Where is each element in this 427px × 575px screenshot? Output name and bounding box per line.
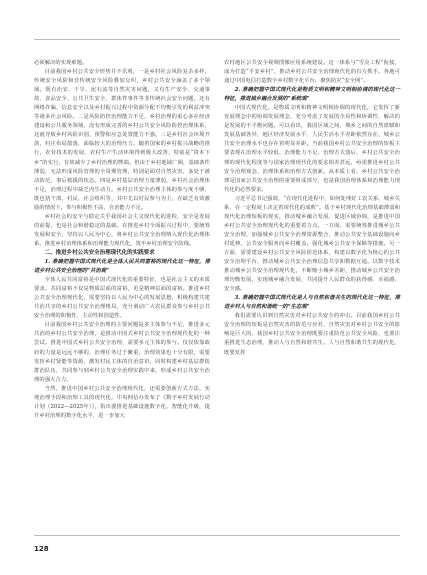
right-body-paragraph: 中国式现代化，是物质文明和精神文明相协调的现代化，它发挥了新发展理念中的协调发展理念，充分考虑了发展的全局性和协调性，解决的是发展的不平衡问题。可以看出，我国区域之间，城乡之间的自然禀赋和发展基础各异，地区经济发展水平、人民生活水平差距依然存在，城乡公共安全治理水平也存在着明显差距。当前我国乡村公共安全治理的短板主要表现在治理水平较低、治理能力不足、治理方式落后，乡村公共安全治理的现代化程度等与国家治理现代化的要求相差甚远，亟需推进乡村公共安全治理观念、治理体系和治理方式创新。从本质上看，乡村公共安全治理是国家公共安全治理的重要组成部分，也是我国治理体系和治理能力现代化的必然要求。 bbox=[224, 105, 400, 193]
footer-rule bbox=[34, 535, 400, 536]
left-body-paragraph: 全体人民共同富裕是中国式现代化的重要特征，也是社会主义的本质要求。共同富裕不仅是物质层面的富裕，更是精神层面的富裕。推进乡村公共安全治理现代化，需要坚持以人民为中心的发展思想，积极构建共建共治共享的乡村公共安全治理格局，充分调动广大农民群众参与乡村公共安全治理的积极性、主动性和创造性。 bbox=[34, 277, 210, 320]
left-body-paragraph: 必须解决的实现难题。 bbox=[34, 60, 88, 66]
left-section-heading: 二、推进乡村公共安全治理现代化的实践要求 bbox=[44, 249, 155, 256]
left-body-paragraph: 目前我国乡村公共安全治理的主要问题是多主体参与不足，推进多元共治的乡村公共安全治理，是推动中国式乡村公共安全治理现代化的一种尝试。推进中国式乡村公共安全治理，需要多元主体的参与。仅仅依靠政府的力量是远远不够的，治理任务过于繁重，治理效果也十分有限，需要发挥乡村贤能等资源，激发村民主体的自治意识，同时构建乡村基层群防群治队伍，共同参与到乡村公共安全治理实践中来，形成乡村公共安全治理的强大合力。 bbox=[34, 322, 210, 383]
left-subsection-heading: 1. 准确把握中国式现代化是全体人民共同富裕的现代化这一特征，推进乡村公共安全治理的“共治观” bbox=[34, 259, 210, 275]
left-body-paragraph: 目前我国乡村公共安全形势并不乐观，一是乡村社会风险复杂多样，传统安全风险和非传统安全风险叠加交织，乡村公共安全涵盖了多个领域，既有治安、干旱、泥石流等自然灾害问题，又有生产安全、交通事故、食品安全、公共卫生安全、群体性事件等非传统社会安全问题，还有网络诈骗、信息安全以及乡村振兴过程中资源分配不均衡引发的利益冲突等诸多社会风险。二是风险防控治理能力不足，乡村治理的重心多在经济建设和公共服务领域，没有形成完善的乡村公共安全风险防控治理体系，这就导致乡村风险识别、预警和应急处置能力不强。三是乡村社会环境开放，村庄布局散落，面临较大的治理压力。随着国家的乡村振兴战略的推行，农业技术的发展，农村生产生活环境得到极大改善，特别是“资本下乡”的实行，有效减少了乡村治理的弊端。但由于乡村地域广阔，基础条件薄弱，无法形成风险管理的全周期管理，特别是面对自然灾害，多处于被动防范，事后救援的状态。四是乡村基层治理力量薄弱，乡村社会治理体不足，治理过程中缺乏内生动力。乡村公共安全治理主体的参与度不够，既包括干部、村民、社会组织等，其中尤以村民参与为主，在缺乏有效激励的情况下，参与积极性不高，自治能力不足。 bbox=[34, 69, 210, 211]
left-body-paragraph: 当然，推进中国乡村公共安全治理现代化，还需要创新方式方法，实现治理手段和治理工具的现代化。中央网信办发布了《数字乡村发展行动计划（2022—2025年）》，指出要推进基础设施数字化、智能化升级，提升乡村治理的数字化水平，进一步加大 bbox=[34, 385, 210, 419]
right-body-paragraph: 我们需要认识到自然灾害对乡村公共安全的冲击。目前我国乡村公共安全治理的短板是自然灾害的防范与应对，自然灾害对乡村公共安全的影响是巨大的。我国乡村公共安全治理既要注重防范公共安全风险，也要注重推进生态治理，推动人与自然和谐共生。人与自然和谐共生的现代化，既要发挥 bbox=[224, 313, 400, 356]
right-subsection-heading: 2. 准确把握中国式现代化是物质文明和精神文明相协调的现代化这一特征，推进城乡融合发展的“系统观” bbox=[224, 87, 400, 103]
header-rule bbox=[34, 39, 400, 40]
left-text-column bbox=[34, 59, 210, 421]
right-body-paragraph: 农村地区公共安全视频图像应用系统建设。这一体系与“雪亮工程”衔接，成为打造“平安乡村”、推动乡村公共安全治理现代化的有力抓手。各地可通过中国电信打造数字乡村数字化平台，聚焦防灾“安全网”。 bbox=[224, 60, 400, 85]
left-body-paragraph: 乡村社会的安全与稳定关乎我国社会主义现代化的进程，安全是发展的前提，也是社会和谐稳定的基础。在推进乡村全面振兴过程中，要统筹发展和安全，坚持以人民为中心，将乡村公共安全治理纳入现代化治理体系，推进乡村治理体系和治理能力现代化，筑牢乡村治理安全防线。 bbox=[34, 213, 210, 247]
right-text-column bbox=[224, 59, 400, 358]
page-number: 128 bbox=[34, 545, 49, 553]
right-subsection-heading: 3. 准确把握中国式现代化是人与自然和谐共生的现代化这一特征，推进乡村人与自然和谐统一的“生态观” bbox=[224, 295, 400, 311]
right-body-paragraph: 习近平总书记强调，“在现代化进程中，如何处理好工农关系、城乡关系，在一定程度上决定着现代化的成败”。基于乡村现代化治理基础薄弱和现代化治理短板的现实，推动城乡融合发展，促进区域协调，是推进中国乡村公共安全治理现代化的重要着力点。一方面，需要统筹推进城乡公共安全治理，加强城乡公共安全治理资源整合，推动公共安全基础设施向乡村延伸，公共安全服务向乡村覆盖，强化城乡公共安全保障等措施。另一方面，需要建设乡村公共安全风险防范体系，构建以数字化为核心的公共安全治理平台，推动城乡公共安全治理信息共享和数据互通。以数字技术推动城乡公共安全治理现代化，不断缩小城乡差距，推动城乡公共安全治理均衡发展，实现城乡融合发展，共同提升人民群众的获得感、幸福感、安全感。 bbox=[224, 195, 400, 293]
